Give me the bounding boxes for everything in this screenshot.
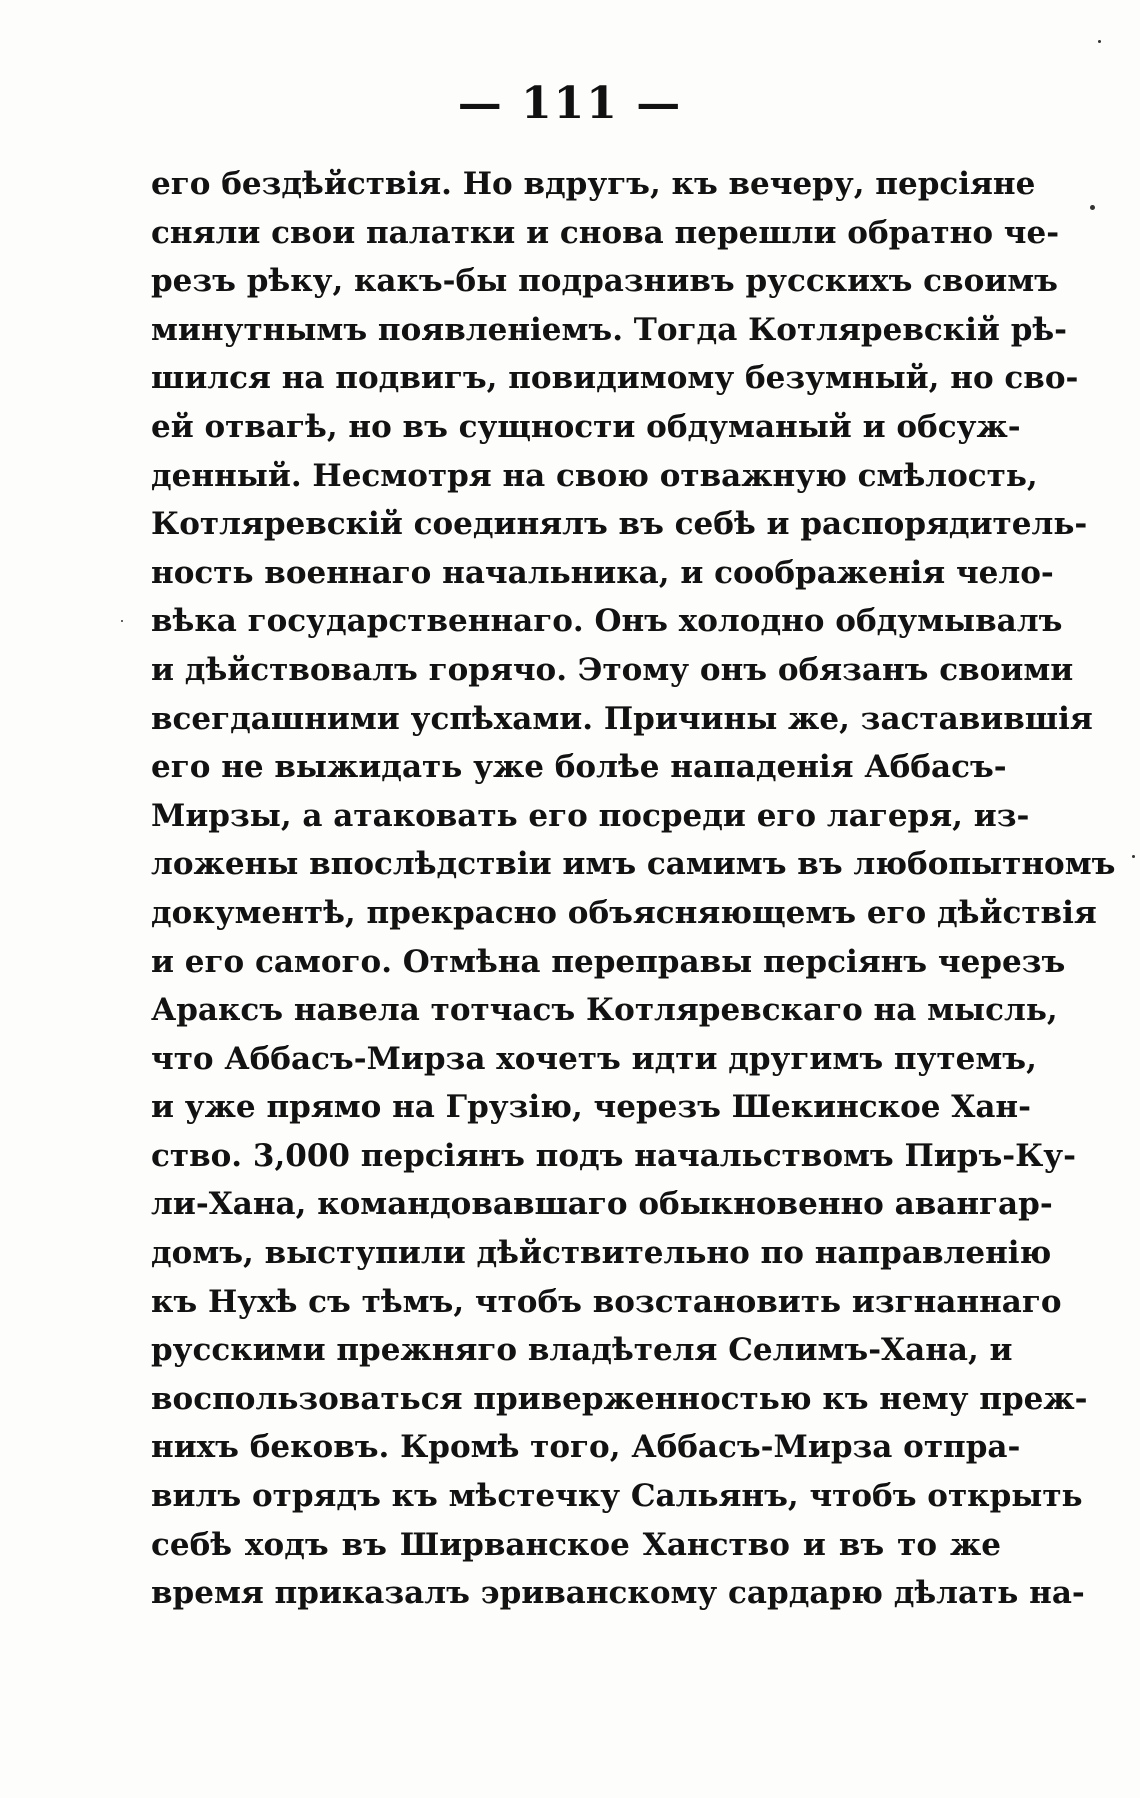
text-line: документѣ, прекрасно объясняющемъ его дѣйствія <box>151 894 1097 931</box>
text-line: Котляревскій соединялъ въ себѣ и распорядитель- <box>151 506 1088 543</box>
text-line: время приказалъ эриванскому сардарю дѣлать на- <box>151 1575 1085 1612</box>
text-line: и уже прямо на Грузію, черезъ Шекинское Хан- <box>151 1089 1031 1126</box>
text-line: всегдашними успѣхами. Причины же, заставившія <box>151 700 1093 737</box>
text-line: Мирзы, а атаковать его посреди его лагеря, из- <box>151 797 1030 834</box>
text-line: вилъ отрядъ къ мѣстечку Сальянъ, чтобъ открыть <box>151 1478 1083 1515</box>
text-line: его бездѣйствія. Но вдругъ, къ вечеру, персіяне <box>151 166 1036 202</box>
text-line: и его самого. Отмѣна переправы персіянъ черезъ <box>151 943 1066 980</box>
text-line: ей отвагѣ, но въ сущности обдуманый и обсуж- <box>151 408 1021 445</box>
scan-speck <box>121 620 123 622</box>
text-line: ство. 3,000 персіянъ подъ начальствомъ Пиръ-Ку- <box>151 1137 1077 1174</box>
text-line: ли-Хана, командовавшаго обыкновенно авангар- <box>151 1186 1053 1223</box>
text-line: резъ рѣку, какъ-бы подразнивъ русскихъ своимъ <box>151 263 1058 300</box>
text-line: нихъ бековъ. Кромѣ того, Аббасъ-Мирза отпра- <box>151 1429 1021 1466</box>
text-line: что Аббасъ-Мирза хочетъ идти другимъ путемъ, <box>151 1040 1037 1077</box>
text-line: Араксъ навела тотчасъ Котляревскаго на мысль, <box>151 992 1058 1029</box>
text-line: русскими прежняго владѣтеля Селимъ-Хана, и <box>151 1332 1013 1369</box>
text-line: воспользоваться приверженностью къ нему преж- <box>151 1380 1088 1417</box>
text-line: домъ, выступили дѣйствительно по направленію <box>151 1235 1052 1272</box>
text-line: сняли свои палатки и снова перешли обратно че- <box>151 214 1060 251</box>
text-line: вѣка государственнаго. Онъ холодно обдумывалъ <box>151 603 1063 640</box>
body-text <box>151 160 1116 1618</box>
scan-speck <box>1132 855 1135 858</box>
text-line: къ Нухѣ съ тѣмъ, чтобъ возстановить изгнаннаго <box>151 1283 1062 1320</box>
text-line: ложены впослѣдствіи имъ самимъ въ любопытномъ <box>151 846 1116 883</box>
scan-speck <box>1098 40 1101 43</box>
page-number: — 111 — <box>457 78 683 129</box>
text-line: и дѣйствовалъ горячо. Этому онъ обязанъ своими <box>151 651 1074 688</box>
scan-speck <box>1090 205 1095 210</box>
text-line: шился на подвигъ, повидимому безумный, но сво- <box>151 360 1079 397</box>
text-line: его не выжидать уже болѣе нападенія Аббасъ- <box>151 749 1007 786</box>
text-line: себѣ ходъ въ Ширванское Ханство и въ то же <box>151 1526 1001 1563</box>
text-line: ность военнаго начальника, и соображенія чело- <box>151 554 1054 591</box>
text-line: минутнымъ появленіемъ. Тогда Котляревскій рѣ- <box>151 311 1068 348</box>
text-line: денный. Несмотря на свою отважную смѣлость, <box>151 457 1038 494</box>
